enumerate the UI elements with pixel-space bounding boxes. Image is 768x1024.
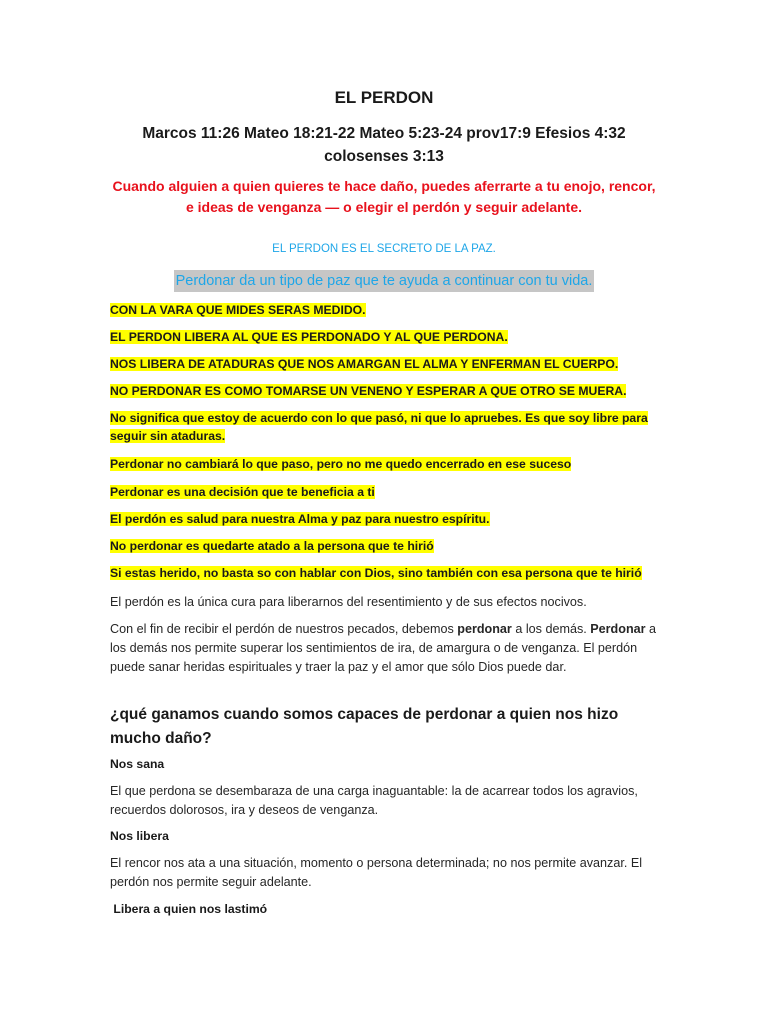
intro-paragraph: Cuando alguien a quien quieres te hace daño, puedes aferrarte a tu enojo, rencor, e ideas de venganza — o elegir el perdón y seguir adelante. bbox=[112, 178, 656, 215]
sins-paragraph: Con el fin de recibir el perdón de nuestros pecados, debemos perdonar a los demás. Perdonar a los demás nos permite superar los sentimientos de ira, de amargura o de venganza. El perdón puede sanar heridas espirituales y traer la paz y el amor que sólo Dios puede dar. bbox=[110, 622, 657, 674]
section-text-nos-sana: El que perdona se desembaraza de una carga inaguantable: la de acarrear todos los agravios, recuerdos dolorosos, ira y deseos de venganza. bbox=[110, 784, 638, 817]
highlight-line-9: No perdonar es quedarte atado a la persona que te hirió bbox=[110, 539, 434, 553]
section-text-nos-libera: El rencor nos ata a una situación, momento o persona determinada; no nos permite avanzar. El perdón nos permite seguir adelante. bbox=[110, 856, 643, 889]
highlight-line-8: El perdón es salud para nuestra Alma y paz para nuestro espíritu. bbox=[110, 512, 490, 526]
highlight-line-3: NOS LIBERA DE ATADURAS QUE NOS AMARGAN EL ALMA Y ENFERMAN EL CUERPO. bbox=[110, 357, 619, 371]
section-heading-nos-libera: Nos libera bbox=[110, 829, 169, 843]
highlight-line-2: EL PERDON LIBERA AL QUE ES PERDONADO Y AL QUE PERDONA. bbox=[110, 330, 508, 344]
highlight-line-1: CON LA VARA QUE MIDES SERAS MEDIDO. bbox=[110, 303, 366, 317]
highlight-line-7: Perdonar es una decisión que te beneficia a ti bbox=[110, 485, 375, 499]
highlight-line-4: NO PERDONAR ES COMO TOMARSE UN VENENO Y ESPERAR A QUE OTRO SE MUERA. bbox=[110, 384, 627, 398]
peace-line-wrap bbox=[0, 270, 768, 292]
peace-secret-line: EL PERDON ES EL SECRETO DE LA PAZ. bbox=[272, 243, 496, 255]
question-heading: ¿qué ganamos cuando somos capaces de perdonar a quien nos hizo mucho daño? bbox=[110, 706, 619, 747]
highlight-line-10: Si estas herido, no basta so con hablar con Dios, sino también con esa persona que te hirió bbox=[110, 566, 642, 580]
document-title: EL PERDON bbox=[334, 88, 434, 107]
bible-references: Marcos 11:26 Mateo 18:21-22 Mateo 5:23-24 prov17:9 Efesios 4:32 colosenses 3:13 bbox=[142, 125, 626, 165]
cure-paragraph: El perdón es la única cura para liberarnos del resentimiento y de sus efectos nocivos. bbox=[110, 595, 587, 609]
section-heading-nos-sana: Nos sana bbox=[110, 757, 165, 771]
highlight-line-5: No significa que estoy de acuerdo con lo que pasó, ni que lo apruebes. Es que soy libre para seguir sin ataduras. bbox=[110, 411, 648, 443]
highlight-line-6: Perdonar no cambiará lo que paso, pero no me quedo encerrado en ese suceso bbox=[110, 457, 572, 471]
section-heading-libera-quien: Libera a quien nos lastimó bbox=[110, 902, 268, 916]
peace-line: Perdonar da un tipo de paz que te ayuda a continuar con tu vida. bbox=[174, 270, 595, 292]
